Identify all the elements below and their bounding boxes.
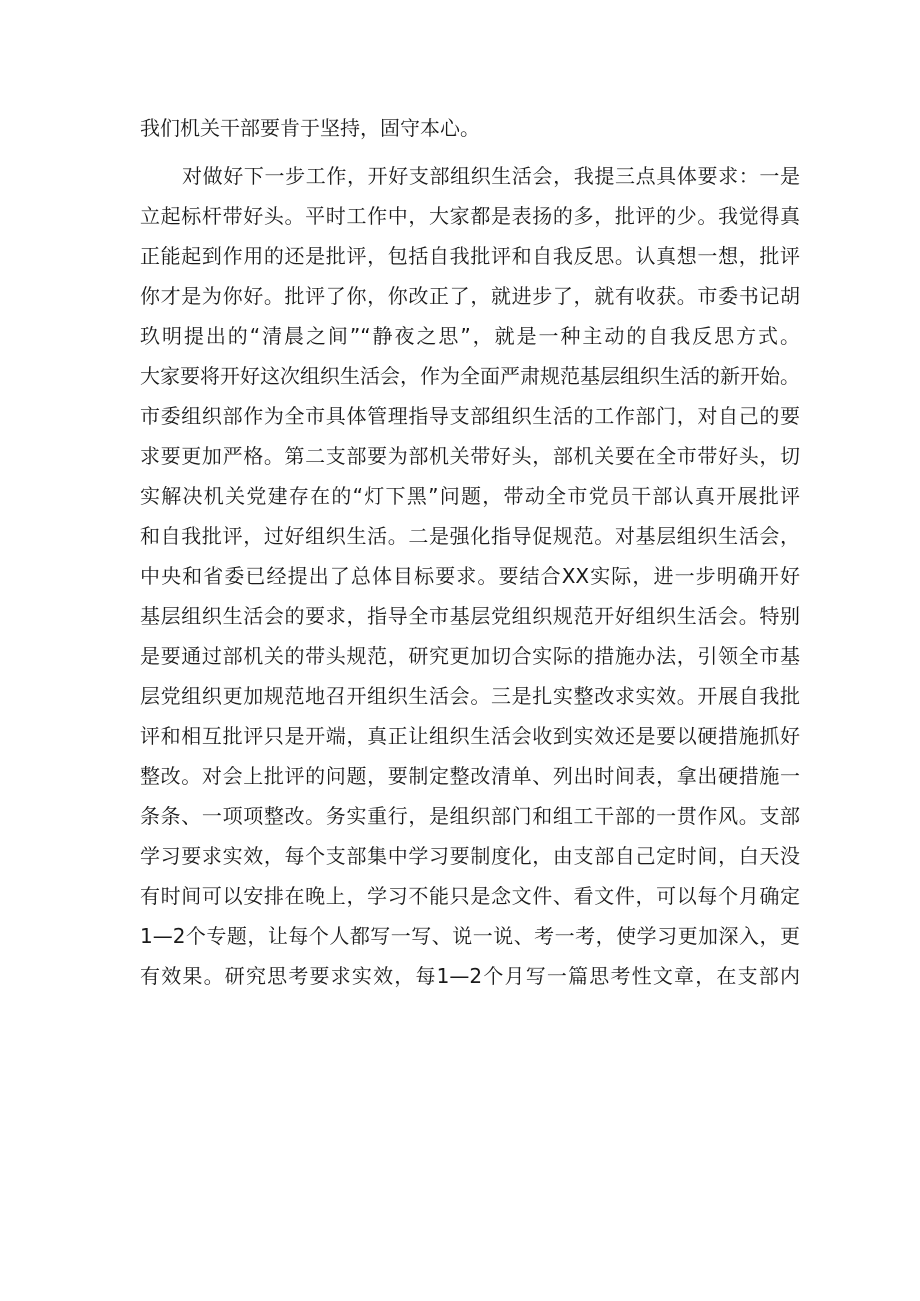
text-line: 正能起到作用的还是批评，包括自我批评和自我反思。认真想一想，批评	[140, 244, 800, 268]
paragraph	[140, 156, 800, 996]
text-line: 1—2个专题，让每个人都写一写、说一说、考一考，使学习更加深入，更	[140, 924, 800, 948]
paragraph-gap	[140, 148, 800, 156]
text-line: 是要通过部机关的带头规范，研究更加切合实际的措施办法，引领全市基	[140, 644, 800, 668]
text-line: 中央和省委已经提出了总体目标要求。要结合XX实际，进一步明确开好	[140, 564, 800, 588]
text-line: 立起标杆带好头。平时工作中，大家都是表扬的多，批评的少。我觉得真	[140, 204, 800, 228]
paragraph	[140, 108, 800, 148]
text-line: 市委组织部作为全市具体管理指导支部组织生活的工作部门，对自己的要	[140, 404, 800, 428]
text-line: 整改。对会上批评的问题，要制定整改清单、列出时间表，拿出硬措施一	[140, 764, 800, 788]
text-line: 对做好下一步工作，开好支部组织生活会，我提三点具体要求：一是	[182, 164, 800, 188]
text-line: 和自我批评，过好组织生活。二是强化指导促规范。对基层组织生活会，	[140, 524, 800, 548]
text-line: 学习要求实效，每个支部集中学习要制度化，由支部自己定时间，白天没	[140, 844, 800, 868]
text-line: 基层组织生活会的要求，指导全市基层党组织规范开好组织生活会。特别	[140, 604, 800, 628]
text-line: 层党组织更加规范地召开组织生活会。三是扎实整改求实效。开展自我批	[140, 684, 800, 708]
document-body	[140, 108, 800, 996]
text-line: 评和相互批评只是开端，真正让组织生活会收到实效还是要以硬措施抓好	[140, 724, 800, 748]
text-line: 条条、一项项整改。务实重行，是组织部门和组工干部的一贯作风。支部	[140, 804, 800, 828]
text-line: 我们机关干部要肯于坚持，固守本心。	[140, 116, 480, 140]
text-line: 有时间可以安排在晚上，学习不能只是念文件、看文件，可以每个月确定	[140, 884, 800, 908]
text-line: 有效果。研究思考要求实效，每1—2个月写一篇思考性文章，在支部内	[140, 964, 800, 988]
text-line: 求要更加严格。第二支部要为部机关带好头，部机关要在全市带好头，切	[140, 444, 800, 468]
text-line: 玖明提出的“清晨之间”“静夜之思”，就是一种主动的自我反思方式。	[140, 324, 800, 348]
text-line: 你才是为你好。批评了你，你改正了，就进步了，就有收获。市委书记胡	[140, 284, 800, 308]
text-line: 大家要将开好这次组织生活会，作为全面严肃规范基层组织生活的新开始。	[140, 364, 800, 388]
text-line: 实解决机关党建存在的“灯下黑”问题，带动全市党员干部认真开展批评	[140, 484, 800, 508]
